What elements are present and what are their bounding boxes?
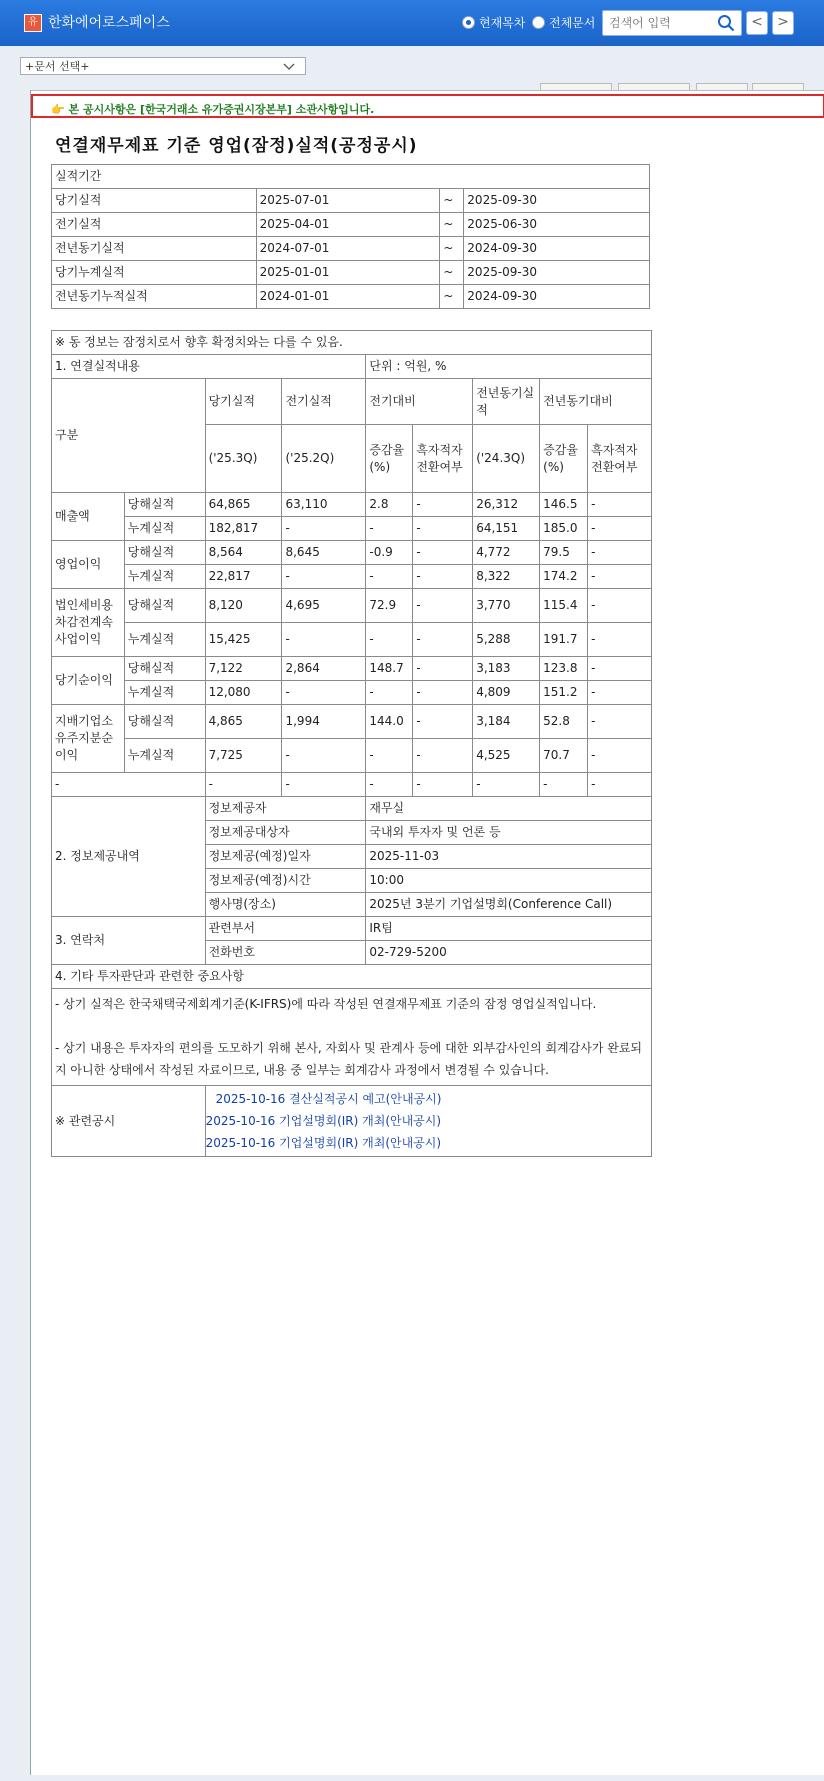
estimate-note: ※ 동 정보는 잠정치로서 향후 확정치와는 다를 수 있음. <box>52 331 652 355</box>
table-row: 매출액 당해실적 64,865 63,110 2.8 - 26,312 146.5 - <box>52 493 652 517</box>
search-icon[interactable] <box>717 14 735 32</box>
table-row: 누계실적 7,725 - - - 4,525 70.7 - <box>52 739 652 773</box>
related-link-1[interactable]: 2025-10-16 결산실적공시 예고(안내공시) <box>215 1092 442 1106</box>
table-row: 정보제공(예정)시간 10:00 <box>52 869 652 893</box>
col-current: 당기실적 <box>205 379 282 425</box>
radio-all-docs[interactable]: 전체문서 <box>532 14 595 31</box>
table-row: 전기실적 2025-04-01 ~ 2025-06-30 <box>52 213 650 237</box>
item-name: 영업이익 <box>52 541 125 589</box>
table-row: 3. 연락처 관련부서 IR팀 <box>52 917 652 941</box>
note-paragraph-2: - 상기 내용은 투자자의 편의를 도모하기 위해 본사, 자회사 및 관계사 등에 대한 외부감사인의 회계감사가 완료되지 아니한 상태에서 작성된 자료이므로, 내용 중 일부는 회계감사 과정에서 변경될 수 있습니다. <box>55 1041 643 1077</box>
table-row: 행사명(장소) 2025년 3분기 기업설명회(Conference Call) <box>52 893 652 917</box>
col-yoy: 전년동기실적 <box>473 379 540 425</box>
document-select[interactable]: +문서 선택+ <box>20 57 306 75</box>
table-row: 전년동기누적실적 2024-01-01 ~ 2024-09-30 <box>52 285 650 309</box>
next-button[interactable]: > <box>772 11 794 35</box>
table-row: 법인세비용차감전계속사업이익 당해실적 8,120 4,695 72.9 - 3,770 115.4 - <box>52 589 652 623</box>
table-row: 지배기업소유주지분순이익 당해실적 4,865 1,994 144.0 - 3,184 52.8 - <box>52 705 652 739</box>
company-logo: 유 <box>24 14 42 32</box>
document-viewer <box>30 90 824 1775</box>
table-row: 영업이익 당해실적 8,564 8,645 -0.9 - 4,772 79.5 - <box>52 541 652 565</box>
unit-label: 단위 : 억원, % <box>366 355 652 379</box>
table-row: 당기순이익 당해실적 7,122 2,864 148.7 - 3,183 123.8 - <box>52 657 652 681</box>
table-row: 정보제공(예정)일자 2025-11-03 <box>52 845 652 869</box>
item-name: 당기순이익 <box>52 657 125 705</box>
table-row: 누계실적 12,080 - - - 4,809 151.2 - <box>52 681 652 705</box>
section-1-heading: 1. 연결실적내용 <box>52 355 366 379</box>
chevron-down-icon <box>283 60 295 72</box>
company-name[interactable]: 한화에어로스페이스 <box>48 15 170 31</box>
item-name: 지배기업소유주지분순이익 <box>52 705 125 773</box>
radio-selected-icon[interactable] <box>462 16 475 29</box>
col-previous: 전기실적 <box>282 379 366 425</box>
note-paragraph-1: - 상기 실적은 한국채택국제회계기준(K-IFRS)에 따라 작성된 연결재무제표 기준의 잠정 영업실적입니다. <box>55 997 597 1011</box>
related-disclosure-label: ※ 관련공시 <box>52 1086 206 1157</box>
item-name: 매출액 <box>52 493 125 541</box>
related-link-2[interactable]: 2025-10-16 기업설명회(IR) 개최(안내공시) <box>205 1114 442 1128</box>
page-title: 연결재무제표 기준 영업(잠정)실적(공정공시) <box>55 136 418 156</box>
table-row: 누계실적 182,817 - - - 64,151 185.0 - <box>52 517 652 541</box>
col-prev-compare: 전기대비 <box>366 379 473 425</box>
notes-cell <box>52 989 652 1086</box>
section-2-heading: 2. 정보제공내역 <box>52 797 206 917</box>
section-3-heading: 3. 연락처 <box>52 917 206 965</box>
related-disclosure-list <box>205 1086 651 1157</box>
search-input[interactable] <box>609 14 709 32</box>
table-row: 정보제공대상자 국내외 투자자 및 언론 등 <box>52 821 652 845</box>
col-yoy-compare: 전년동기대비 <box>540 379 652 425</box>
section-4-heading: 4. 기타 투자판단과 관련한 중요사항 <box>52 965 652 989</box>
results-table: ※ 동 정보는 잠정치로서 향후 확정치와는 다를 수 있음. 1. 연결실적내용 단위 : 억원, % 구분 당기실적 전기실적 전기대비 전년동기실적 전년동기대비 ('25.3Q) ('25.2Q) 증감율(%) 흑자적자전환여부 ('24.3Q) 증감율(%) 흑자적자전환여부 매출액 당해실적 64,865 63,110 2.8 - 26,312 146.5 - 누계실적 182,817 - - - 64,151 185.0 - 영업이익 당해실적 8,564 8,645 -0.9 - 4,772 79.5 - 누계실적 22,817 - - - 8,322 174.2 - 법인세비용차감전계속사업이익 당해실적 8,120 4,695 72.9 - 3,770 115.4 - 누계실적 15,425 - - - 5,288 191.7 - 당기순이익 당해실적 7,122 2,864 148.7 - 3,183 123.8 - 누계실적 12,080 - - - 4,809 151.2 - 지배기업소유주지분순이익 당해실적 4,865 1,994 144.0 - 3,184 52.8 - 누계실적 7,725 - - - 4,525 70.7 - - - - - - - - - 2. 정보제공내역 정보제공자 재무실 정보제공대상자 국내외 투자자 및 언론 등 정보제공(예정)일자 2025-11-03 정보제공(예정)시간 10:00 행사명(장소) 2025년 3분기 기업설명회(Conference Call) 3. 연락처 관련부서 IR팀 전화번호 02-729-5200 4. 기타 투자판단과 관련한 중요사항 - 상기 실적은 한국채택국제회계기준(K-IFRS)에 따라 작성된 연결재무제표 기준의 잠정 영업실적입니다. - 상기 내용은 투자자의 편의를 도모하기 위해 본사, 자회사 및 관계사 등에 대한 외부감사인의 회계감사가 완료되지 아니한 상태에서 작성된 자료이므로, 내용 중 일부는 회계감사 과정에서 변경될 수 있습니다. ※ 관련공시 2025-10-16 결산실적공시 예고(안내공시) 2025-10-16 기업설명회(IR) 개최(안내공시) 2025-10-16 기업설명회(IR) 개최(안내공시) <box>51 330 652 1157</box>
period-header: 실적기간 <box>52 165 650 189</box>
top-bar <box>0 0 824 46</box>
related-link-3[interactable]: 2025-10-16 기업설명회(IR) 개최(안내공시) <box>205 1136 442 1150</box>
radio-unselected-icon[interactable] <box>532 16 545 29</box>
table-row: 누계실적 15,425 - - - 5,288 191.7 - <box>52 623 652 657</box>
table-row: 누계실적 22,817 - - - 8,322 174.2 - <box>52 565 652 589</box>
table-row: - - - - - - - - <box>52 773 652 797</box>
table-row: 전년동기실적 2024-07-01 ~ 2024-09-30 <box>52 237 650 261</box>
search-box <box>602 10 742 36</box>
table-row: 당기누계실적 2025-01-01 ~ 2025-09-30 <box>52 261 650 285</box>
col-gubun: 구분 <box>52 379 206 493</box>
table-row: 당기실적 2025-07-01 ~ 2025-09-30 <box>52 189 650 213</box>
radio-current-toc[interactable]: 현재목차 <box>462 14 525 31</box>
period-table <box>51 164 650 309</box>
jurisdiction-notice: 👉 본 공시사항은 [한국거래소 유가증권시장본부] 소관사항입니다. <box>31 94 824 118</box>
prev-button[interactable]: < <box>746 11 768 35</box>
table-row: 전화번호 02-729-5200 <box>52 941 652 965</box>
table-row: 2. 정보제공내역 정보제공자 재무실 <box>52 797 652 821</box>
item-name: 법인세비용차감전계속사업이익 <box>52 589 125 657</box>
